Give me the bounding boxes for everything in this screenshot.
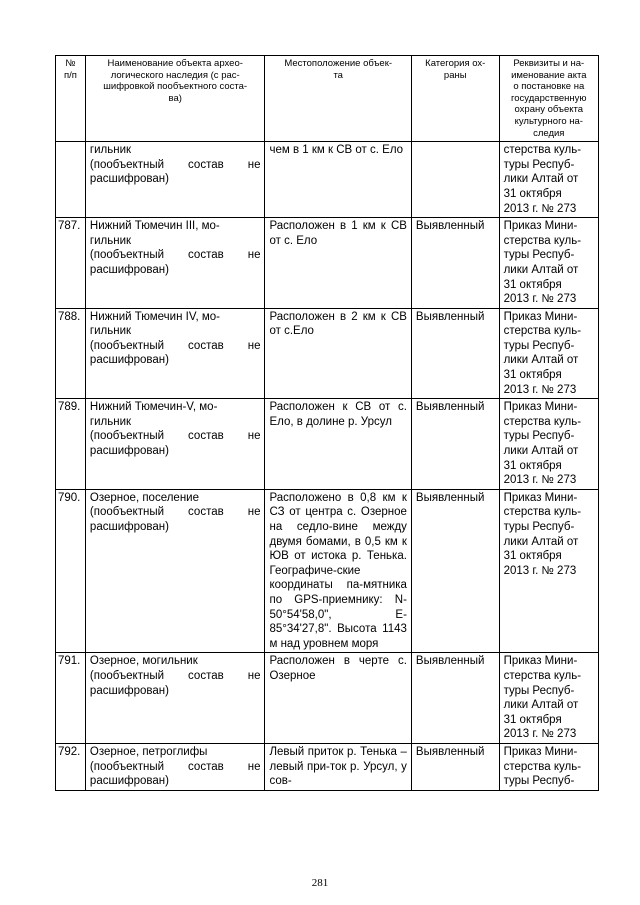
table-row xyxy=(56,743,599,790)
cell-name: Нижний Тюмечин III, мо- гильник (пообъектный состав не расшифрован) xyxy=(85,218,265,309)
cell-name: Нижний Тюмечин-V, мо- гильник (пообъектный состав не расшифрован) xyxy=(85,399,265,490)
cell-num: 792. xyxy=(56,743,86,790)
table-row xyxy=(56,653,599,744)
header-requisites: Реквизиты и на- именование акта о постановке на государственную охрану объекта культурного на- следия xyxy=(499,56,598,142)
table-row xyxy=(56,142,599,218)
cell-name: гильник (пообъектный состав не расшифрован) xyxy=(85,142,265,218)
cell-requisites: Приказ Мини- стерства куль- туры Респуб- лики Алтай от 31 октября 2013 г. № 273 xyxy=(499,399,598,490)
cell-requisites: стерства куль- туры Респуб- лики Алтай от 31 октября 2013 г. № 273 xyxy=(499,142,598,218)
cell-name: Нижний Тюмечин IV, мо- гильник (пообъектный состав не расшифрован) xyxy=(85,308,265,399)
cell-location: Расположен в 2 км к СВ от с.Ело xyxy=(265,308,411,399)
header-location: Местоположение объек- та xyxy=(265,56,411,142)
cell-category: Выявленный xyxy=(411,743,499,790)
table-row xyxy=(56,308,599,399)
cell-location: Расположен в черте с. Озерное xyxy=(265,653,411,744)
table-row xyxy=(56,489,599,653)
cell-location: Расположено в 0,8 км к СЗ от центра с. Озерное на седло-вине между двумя бомами, в 0,5 км к ЮВ от истока р. Тенька. Географиче-ские координаты па-мятника по GPS-приемнику: N-50°54'58,0", E-85°34'27,8". Высота 1143 м над уровнем моря xyxy=(265,489,411,653)
cell-requisites: Приказ Мини- стерства куль- туры Респуб- xyxy=(499,743,598,790)
cell-requisites: Приказ Мини- стерства куль- туры Респуб- лики Алтай от 31 октября 2013 г. № 273 xyxy=(499,218,598,309)
table-row xyxy=(56,399,599,490)
cell-num xyxy=(56,142,86,218)
cell-num: 790. xyxy=(56,489,86,653)
cell-num: 788. xyxy=(56,308,86,399)
cell-category: Выявленный xyxy=(411,218,499,309)
header-name: Наименование объекта архео- логического наследия (с рас- шифровкой пообъектного соста- ва) xyxy=(85,56,265,142)
cell-name: Озерное, поселение (пообъектный состав не расшифрован) xyxy=(85,489,265,653)
cell-category xyxy=(411,142,499,218)
cell-category: Выявленный xyxy=(411,653,499,744)
page-number: 281 xyxy=(311,877,329,889)
cell-name: Озерное, могильник (пообъектный состав не расшифрован) xyxy=(85,653,265,744)
table-row xyxy=(56,218,599,309)
cell-num: 789. xyxy=(56,399,86,490)
header-num: № п/п xyxy=(56,56,86,142)
cell-requisites: Приказ Мини- стерства куль- туры Респуб- лики Алтай от 31 октября 2013 г. № 273 xyxy=(499,308,598,399)
table-header-row xyxy=(56,56,599,142)
cell-location: Расположен к СВ от с. Ело, в долине р. Урсул xyxy=(265,399,411,490)
cell-num: 791. xyxy=(56,653,86,744)
cell-category: Выявленный xyxy=(411,399,499,490)
cell-category: Выявленный xyxy=(411,308,499,399)
heritage-objects-table xyxy=(55,55,599,791)
cell-requisites: Приказ Мини- стерства куль- туры Респуб- лики Алтай от 31 октября 2013 г. № 273 xyxy=(499,653,598,744)
cell-category: Выявленный xyxy=(411,489,499,653)
cell-num: 787. xyxy=(56,218,86,309)
cell-location: Расположен в 1 км к СВ от с. Ело xyxy=(265,218,411,309)
cell-requisites: Приказ Мини- стерства куль- туры Респуб- лики Алтай от 31 октября 2013 г. № 273 xyxy=(499,489,598,653)
cell-location: Левый приток р. Тенька – левый при-ток р. Урсул, у сов- xyxy=(265,743,411,790)
cell-location: чем в 1 км к СВ от с. Ело xyxy=(265,142,411,218)
cell-name: Озерное, петроглифы (пообъектный состав не расшифрован) xyxy=(85,743,265,790)
header-category: Категория ох- раны xyxy=(411,56,499,142)
